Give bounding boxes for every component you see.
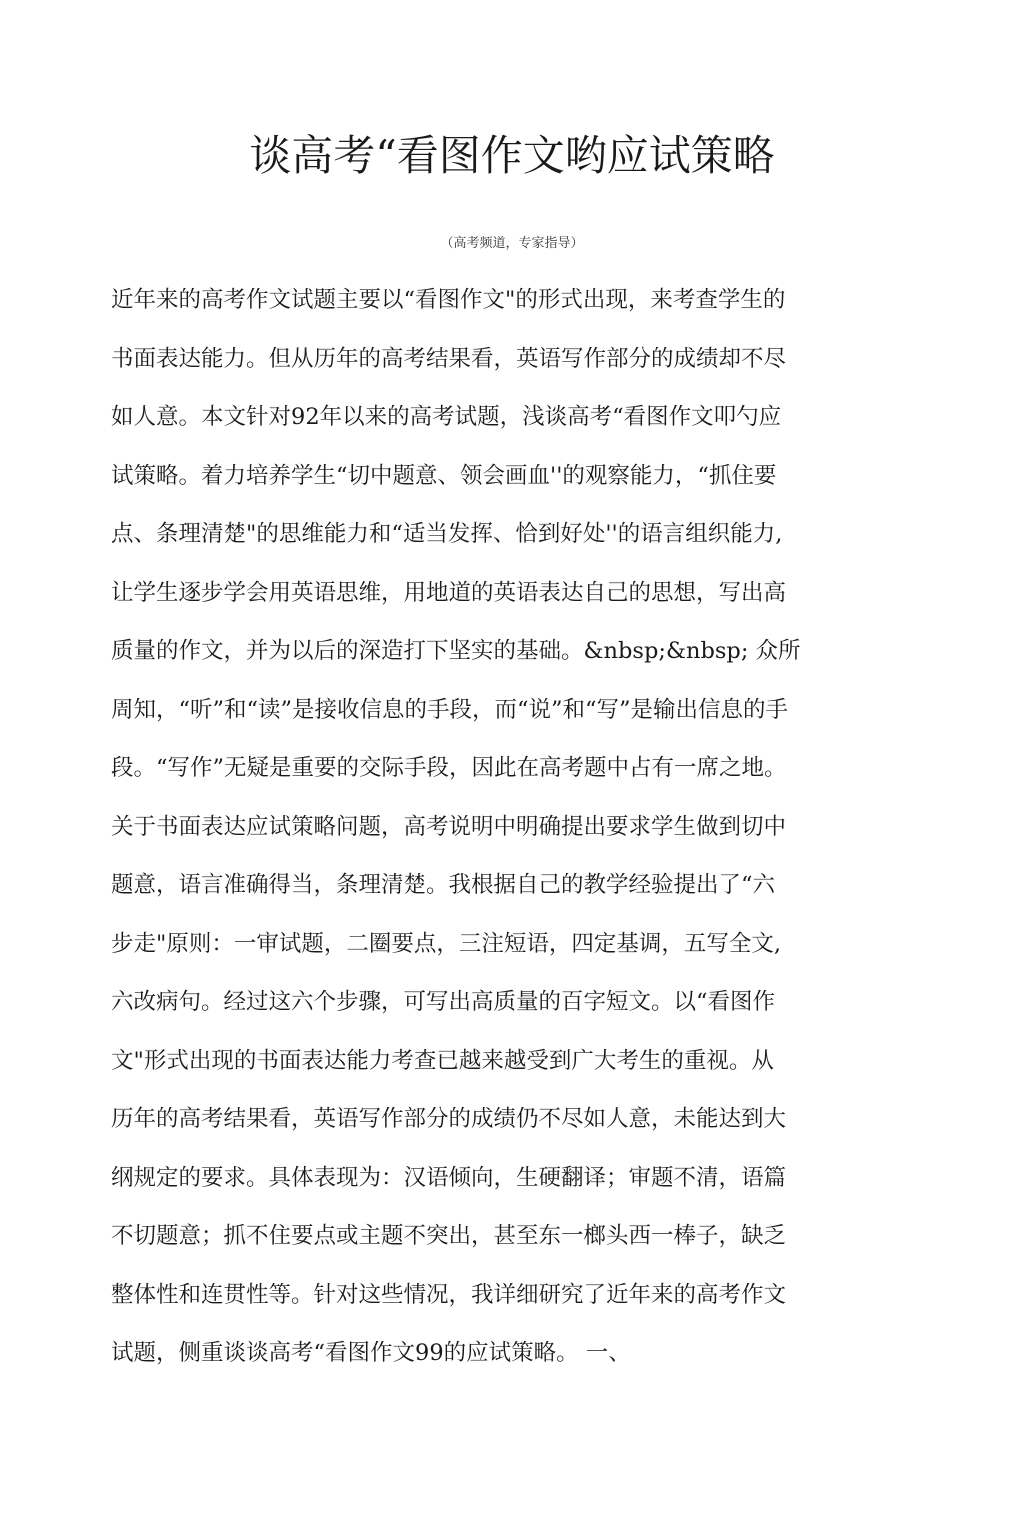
body-line: 书面表达能力。但从历年的高考结果看，英语写作部分的成绩却不尽 — [111, 345, 787, 372]
body-line: 试策略。着力培养学生“切中题意、领会画血''的观察能力，“抓住要 — [111, 462, 777, 489]
body-line: 周知，“听”和“读”是接收信息的手段，而“说”和“写”是输出信息的手 — [111, 696, 789, 723]
document-title: 谈高考“看图作文哟应试策略 — [249, 131, 775, 180]
body-line: 点、条理清楚"的思维能力和“适当发挥、恰到好处''的语言组织能力, — [111, 521, 783, 547]
body-line: 文"形式出现的书面表达能力考查已越来越受到广大考生的重视。从 — [111, 1047, 774, 1074]
body-line: 纲规定的要求。具体表现为：汉语倾向，生硬翻译；审题不清，语篇 — [111, 1164, 787, 1191]
body-line: 步走"原则：一审试题，二圈要点，三注短语，四定基调，五写全文, — [111, 930, 782, 957]
body-line: 不切题意；抓不住要点或主题不突出，甚至东一榔头西一棒子，缺乏 — [111, 1223, 787, 1249]
document-body — [111, 280, 801, 1392]
body-line: 近年来的高考作文试题主要以“看图作文"的形式出现，来考查学生的 — [111, 287, 786, 313]
body-line: 质量的作文，并为以后的深造打下坚实的基础。&nbsp;&nbsp; 众所 — [111, 638, 801, 664]
body-line: 如人意。本文针对92年以来的高考试题，浅谈高考“看图作文叩勺应 — [111, 404, 782, 430]
body-line: 让学生逐步学会用英语思维，用地道的英语表达自己的思想，写出高 — [111, 579, 787, 606]
body-line: 试题，侧重谈谈高考“看图作文99的应试策略。 一、 — [111, 1340, 631, 1366]
body-line: 整体性和连贯性等。针对这些情况，我详细研究了近年来的高考作文 — [111, 1281, 787, 1308]
body-line: 关于书面表达应试策略问题，高考说明中明确提出要求学生做到切中 — [111, 813, 787, 840]
document-subtitle: （高考频道，专家指导） — [440, 236, 584, 251]
body-line: 历年的高考结果看，英语写作部分的成绩仍不尽如人意，未能达到大 — [111, 1106, 787, 1132]
body-line: 题意，语言准确得当，条理清楚。我根据自己的教学经验提出了“六 — [111, 872, 776, 898]
body-line: 六改病句。经过这六个步骤，可写出高质量的百字短文。以“看图作 — [111, 989, 776, 1015]
body-line: 段。“写作”无疑是重要的交际手段，因此在高考题中占有一席之地。 — [111, 755, 787, 781]
